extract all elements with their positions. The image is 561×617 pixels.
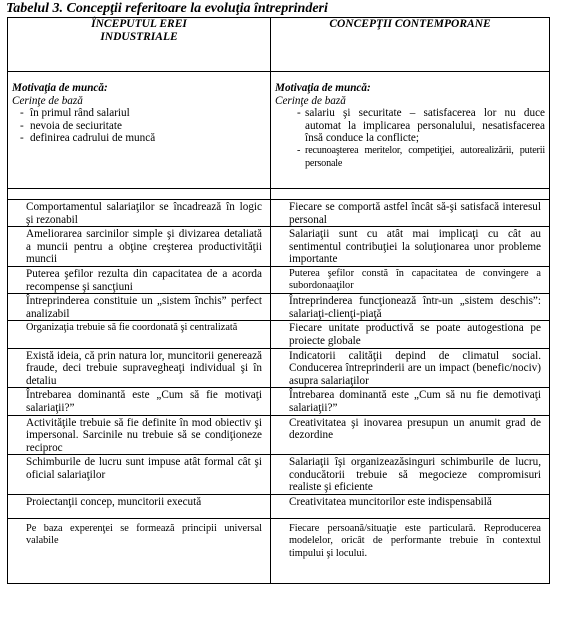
row-right-2: Puterea şefilor constă în capacitatea de convingere a subordonaaţilor (271, 266, 550, 293)
motivation-left (8, 72, 271, 189)
row-left-7: Activităţile trebuie să fie definite în mod obiectiv şi impersonal. Sarcinile nu trebuie să se condiţioneze reciproc (8, 415, 271, 455)
list-item: - în primul rând salariul (12, 107, 266, 120)
row-left-0: Comportamentul salariaţilor se încadrează în logic şi rezonabil (8, 200, 271, 227)
motivation-left-list (12, 107, 266, 145)
spacer-cell (8, 189, 271, 200)
motivation-left-title: Motivaţia de muncă: (12, 82, 108, 94)
list-item: - salariu şi securitate – satisfacerea lor nu duce automat la implicarea personalului, nesatisfacerea însă conduce la conflicte; (275, 107, 545, 145)
table-row (8, 455, 550, 495)
list-item: - nevoia de seciuritate (12, 120, 266, 133)
list-item: - definirea cadrului de muncă (12, 132, 266, 145)
motivation-right (271, 72, 550, 189)
table-caption: Tabelul 3. Concepţii referitoare la evoluţia întreprinderi (6, 1, 328, 16)
row-right-4: Fiecare unitate productivă se poate autogestiona pe proiecte globale (271, 321, 550, 348)
row-left-2: Puterea şefilor rezulta din capacitatea de a acorda recompense şi sancţiuni (8, 266, 271, 293)
table-row (8, 519, 550, 584)
spacer-cell (271, 189, 550, 200)
row-left-9: Proiectanţii concep, muncitorii execută (8, 495, 271, 519)
row-right-1: Salariaţii sunt cu atât mai implicaţi cu cât au sentimentul contribuţiei la soluţionarea unor probleme importante (271, 227, 550, 267)
header-left-text: ÎNCEPUTUL EREI INDUSTRIALE (91, 18, 187, 43)
motivation-right-list (275, 107, 545, 170)
row-right-5: Indicatorii calităţii depind de climatul social. Conducerea întreprinderii are un impact (benefic/nociv) asupra salariaţilor (271, 348, 550, 388)
table-row (8, 294, 550, 321)
table-row (8, 495, 550, 519)
list-item: - recunoaşterea meritelor, competiţiei, autorealizării, puterii personale (275, 145, 545, 170)
row-left-1: Ameliorarea sarcinilor simple şi divizarea detaliată a muncii pentru a obţine creşterea productivităţii muncii (8, 227, 271, 267)
row-left-4: Organizaţia trebuie să fie coordonată şi centralizată (8, 321, 271, 348)
row-left-6: Întrebarea dominantă este „Cum să fie motivaţi salariaţii?” (8, 388, 271, 415)
table-row (8, 415, 550, 455)
spacer-row (8, 189, 550, 200)
row-right-7: Creativitatea şi inovarea presupun un anumit grad de dezordine (271, 415, 550, 455)
header-right-text: CONCEPŢII CONTEMPORANE (329, 18, 491, 30)
motivation-right-subtitle: Cerinţe de bază (275, 94, 346, 107)
table-row (8, 321, 550, 348)
row-left-10: Pe baza experenţei se formează principii universal valabile (8, 519, 271, 584)
row-left-5: Există ideia, că prin natura lor, muncitorii generează fraude, deci trebuie supravegheaţi individual şi în detaliu (8, 348, 271, 388)
row-right-9: Creativitatea muncitorilor este indispensabilă (271, 495, 550, 519)
motivation-left-subtitle: Cerinţe de bază (12, 94, 83, 107)
row-right-3: Întreprinderea funcţionează într-un „sistem deschis”: salariaţi-clienţi-piaţă (271, 294, 550, 321)
row-right-0: Fiecare se comportă astfel încât să-şi satisfacă interesul personal (271, 200, 550, 227)
header-left (8, 18, 271, 72)
table-row (8, 348, 550, 388)
concepts-table (7, 17, 550, 584)
table-row (8, 227, 550, 267)
header-row (8, 18, 550, 72)
row-left-3: Întreprinderea constituie un „sistem închis” perfect analizabil (8, 294, 271, 321)
motivation-right-title: Motivaţia de muncă: (275, 82, 371, 94)
row-right-10: Fiecare persoană/situaţie este particulară. Reproducerea modelelor, oricât de performante trebuie în contextul timpului şi locului. (271, 519, 550, 584)
table-row (8, 200, 550, 227)
table-row (8, 266, 550, 293)
row-right-6: Întrebarea dominantă este „Cum să nu fie demotivaţi salariaţii?” (271, 388, 550, 415)
motivation-row (8, 72, 550, 189)
row-right-8: Salariaţii îşi organizeazăsinguri schimburile de lucru, conducătorii trebuie să megocieze compromisuri realiste şi eficiente (271, 455, 550, 495)
header-right (271, 18, 550, 72)
table-row (8, 388, 550, 415)
row-left-8: Schimburile de lucru sunt impuse atât formal cât şi oficial salariaţilor (8, 455, 271, 495)
